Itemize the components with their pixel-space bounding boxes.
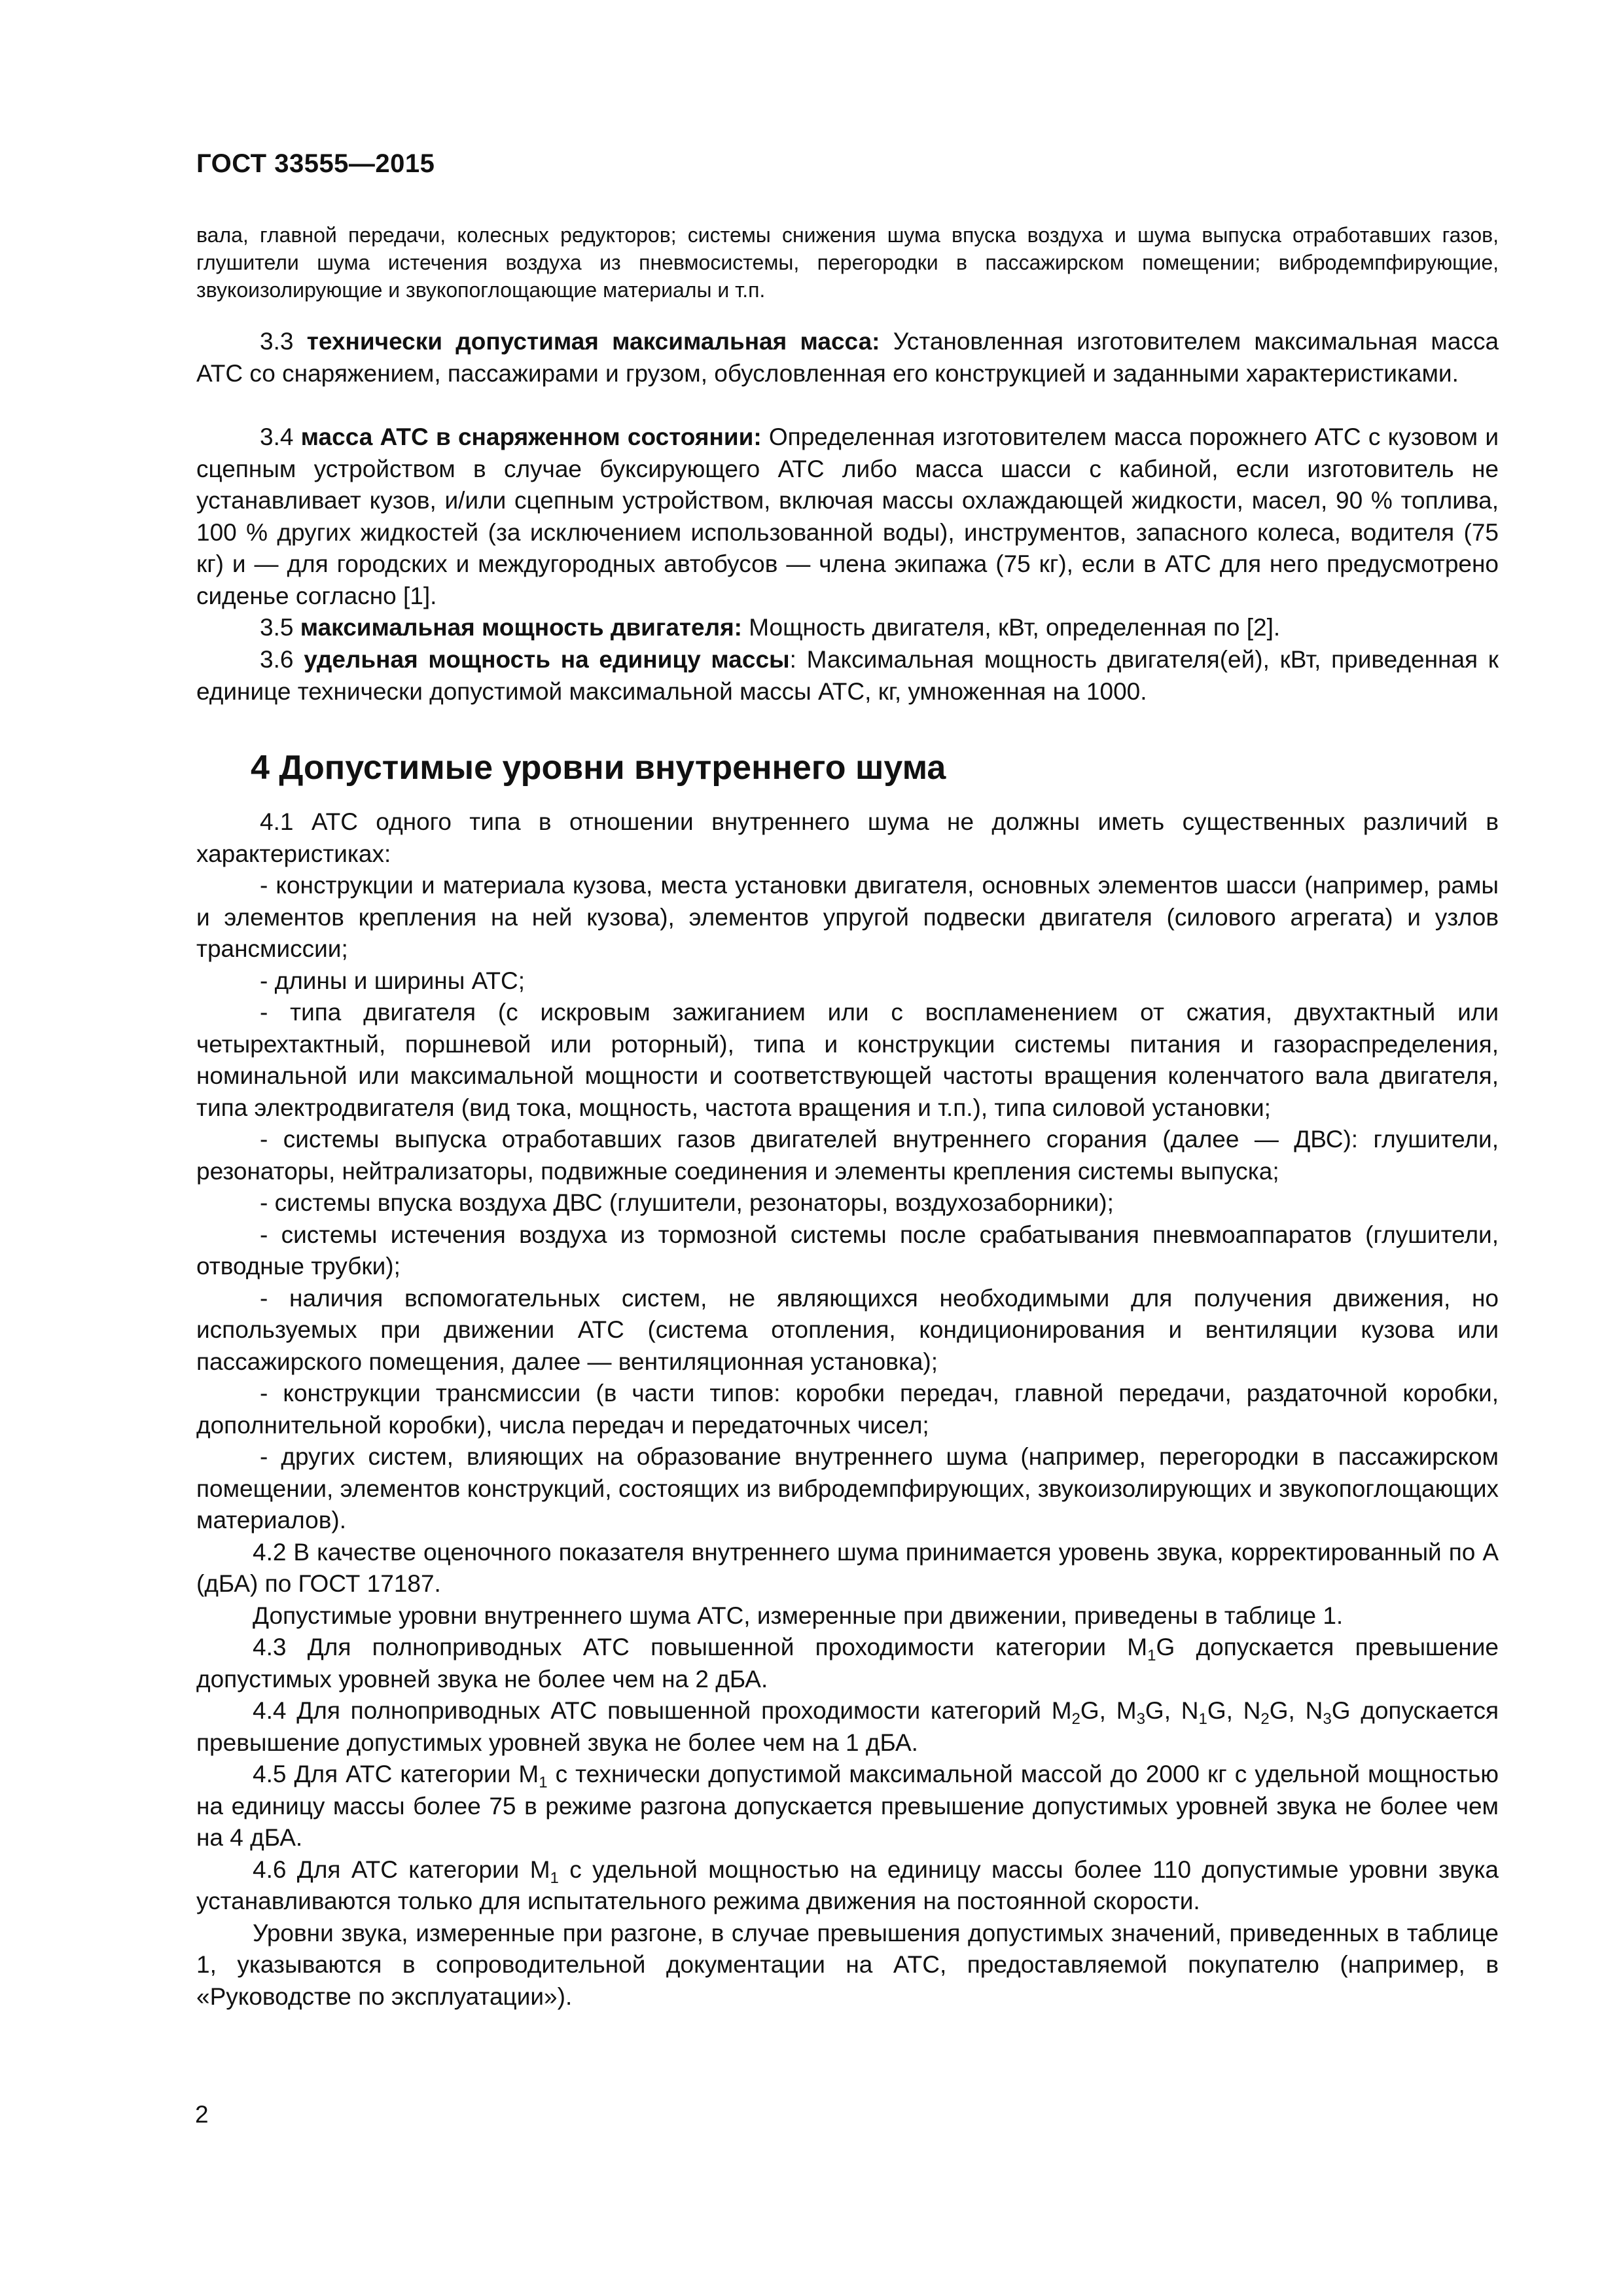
paragraph-4-2-table-ref: Допустимые уровни внутреннего шума АТС, измеренные при движении, приведены в таблице 1.	[253, 1602, 1344, 1629]
list-item: - других систем, влияющих на образование внутреннего шума (например, перегородки в пассажирском помещении, элементов конструкций, состоящих из вибродемпфирующих, звукоизолирующих и звукопоглощающих материалов).	[196, 1443, 1499, 1534]
list-item: - конструкции трансмиссии (в части типов: коробки передач, главной передачи, раздаточной коробки, дополнительной коробки), числа передач и передаточных чисел;	[196, 1380, 1499, 1439]
term-number: 3.4	[260, 423, 294, 450]
term-3-4	[196, 422, 1499, 612]
paragraph-4-1: 4.1 АТС одного типа в отношении внутреннего шума не должны иметь существенных различий в характеристиках:	[196, 808, 1499, 867]
list-item: - системы выпуска отработавших газов двигателей внутреннего сгорания (далее — ДВС): глушители, резонаторы, нейтрализаторы, подвижные соединения и элементы крепления системы выпуска;	[196, 1126, 1499, 1185]
list-item: - типа двигателя (с искровым зажиганием или с воспламенением от сжатия, двухтактный или четырехтактный, поршневой или роторный), типа и конструкции системы питания и газораспределения, номинальной или максимальной мощности и соответствующей частоты вращения коленчатого вала двигателя, типа электродвигателя (вид тока, мощность, частота вращения и т.п.), типа силовой установки;	[196, 999, 1499, 1121]
paragraph-4-6: 4.6 Для АТС категории $M_1$ с удельной мощностью на единицу массы более 110 допустимые уровни звука устанавливаются только для испытательного режима движения на постоянной скорости.	[196, 1856, 1499, 1914]
term-title: масса АТС в снаряженном состоянии:	[300, 423, 762, 450]
paragraph-4-4: 4.4 Для полноприводных АТС повышенной проходимости категорий $M_2G$, $M_3G$, $N_1G$, $N_2G$, $N_3G$ допускается превышение допустимых уровней звука не более чем на 1 дБА.	[196, 1697, 1499, 1756]
term-title: удельная мощность на единицу массы	[304, 646, 790, 673]
term-text: : Максимальная мощность двигателя(ей), кВт, приведенная к единице технически допустимой максимальной массы АТС, кг, умноженная на 1000.	[196, 646, 1499, 705]
paragraph-4-6-note: Уровни звука, измеренные при разгоне, в случае превышения допустимых значений, приведенных в таблице 1, указываются в сопроводительной документации на АТС, предоставляемой покупателю (например, в «Руководстве по эксплуатации»).	[196, 1919, 1499, 2010]
term-3-6	[196, 644, 1499, 708]
term-text: Определенная изготовителем масса порожнего АТС с кузовом и сцепным устройством в случае буксирующего АТС либо масса шасси с кабиной, если изготовитель не устанавливает кузов, и/или сцепным устройством, включая массы охлаждающей жидкости, масел, 90 % топлива, 100 % других жидкостей (за исключением использованной воды), инструментов, запасного колеса, водителя (75 кг) и — для городских и междугородных автобусов — члена экипажа (75 кг), если в АТС для него предусмотрено сиденье согласно [1].	[196, 423, 1499, 609]
term-3-5	[196, 612, 1499, 644]
paragraph-4-3: 4.3 Для полноприводных АТС повышенной проходимости категории $M_1G$ допускается превышение допустимых уровней звука не более чем на 2 дБА.	[196, 1634, 1499, 1693]
section-4-body	[196, 806, 1499, 2013]
term-text: Установленная изготовителем максимальная масса АТС со снаряжением, пассажирами и грузом, обусловленная его конструкцией и заданными характеристиками.	[196, 328, 1499, 387]
page-number: 2	[195, 2101, 209, 2128]
term-number: 3.5	[260, 614, 294, 641]
list-item: - наличия вспомогательных систем, не являющихся необходимыми для получения движения, но используемых при движении АТС (система отопления, кондиционирования и вентиляции кузова или пассажирского помещения, далее — вентиляционная установка);	[196, 1284, 1499, 1375]
paragraph-4-2: 4.2 В качестве оценочного показателя внутреннего шума принимается уровень звука, корректированный по А (дБА) по ГОСТ 17187.	[196, 1538, 1499, 1597]
term-number: 3.3	[260, 328, 294, 355]
term-title: технически допустимая максимальная масса:	[306, 328, 880, 355]
term-text: Мощность двигателя, кВт, определенная по [2].	[749, 614, 1281, 641]
term-3-3	[196, 326, 1499, 389]
list-item: - длины и ширины АТС;	[260, 967, 525, 994]
document-header: ГОСТ 33555—2015	[196, 149, 435, 178]
paragraph-4-5: 4.5 Для АТС категории $M_1$ с технически допустимой максимальной массой до 2000 кг с удельной мощностью на единицу массы более 75 в режиме разгона допускается превышение допустимых уровней звука не более чем на 4 дБА.	[196, 1761, 1499, 1851]
term-number: 3.6	[260, 646, 294, 673]
list-item: - системы истечения воздуха из тормозной системы после срабатывания пневмоаппаратов (глушители, отводные трубки);	[196, 1221, 1499, 1280]
section-heading: 4 Допустимые уровни внутреннего шума	[251, 749, 946, 787]
term-title: максимальная мощность двигателя:	[300, 614, 743, 641]
list-item: - системы впуска воздуха ДВС (глушители, резонаторы, воздухозаборники);	[260, 1189, 1114, 1216]
intro-paragraph: вала, главной передачи, колесных редукторов; системы снижения шума впуска воздуха и шума выпуска отработавших газов, глушители шума истечения воздуха из пневмосистемы, перегородки в пассажирском помещении; вибродемпфирующие, звукоизолирующие и звукопоглощающие материалы и т.п.	[196, 223, 1499, 302]
list-item: - конструкции и материала кузова, места установки двигателя, основных элементов шасси (например, рамы и элементов крепления на ней кузова), элементов упругой подвески двигателя (силового агрегата) и узлов трансмиссии;	[196, 872, 1499, 962]
